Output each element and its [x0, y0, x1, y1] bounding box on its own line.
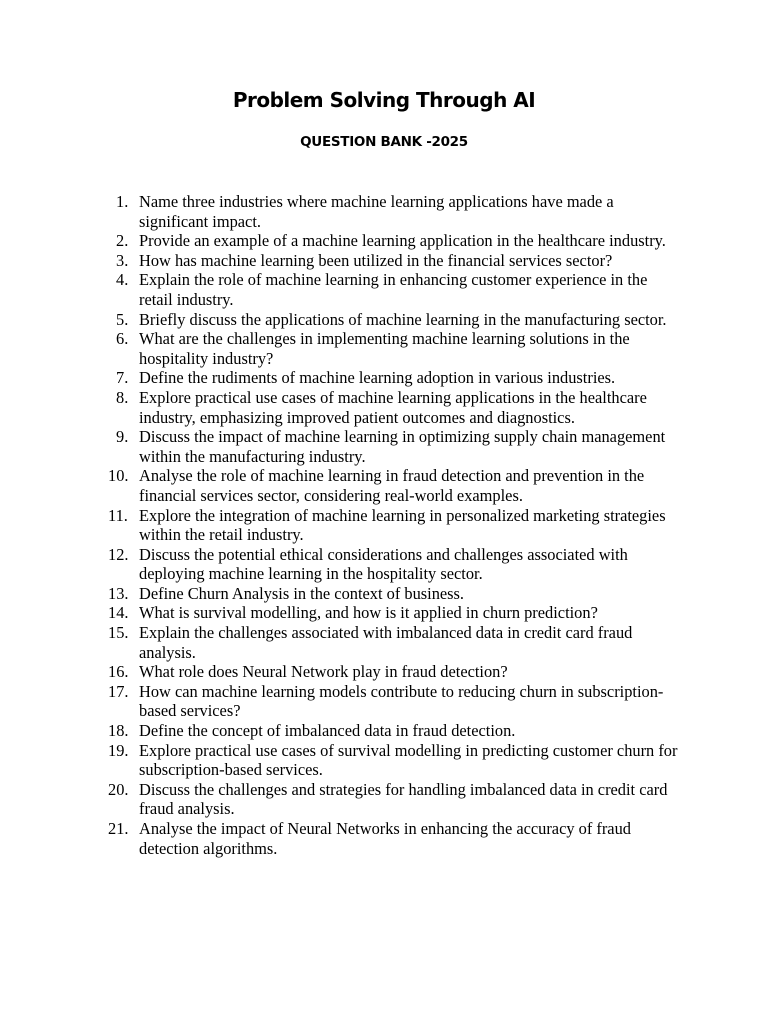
question-text: Discuss the challenges and strategies for handling imbalanced data in credit card fraud analysis. — [139, 779, 668, 819]
question-text: Explain the role of machine learning in enhancing customer experience in the retail industry. — [139, 270, 648, 309]
question-item — [108, 721, 678, 741]
question-text: Name three industries where machine learning applications have made a significant impact. — [139, 192, 614, 231]
question-text: Briefly discuss the applications of machine learning in the manufacturing sector. — [139, 309, 667, 329]
question-text: Explore practical use cases of survival modelling in predicting customer churn for subscription-based services. — [139, 740, 678, 780]
question-number: 11. — [108, 505, 128, 525]
question-item — [108, 603, 678, 623]
question-number: 8. — [116, 387, 129, 407]
question-item — [108, 270, 678, 309]
question-text: Analyse the role of machine learning in fraud detection and prevention in the financial services sector, considering real-world examples. — [139, 466, 645, 505]
question-text: Define the concept of imbalanced data in fraud detection. — [139, 721, 516, 741]
question-number: 15. — [108, 623, 129, 643]
question-number: 14. — [108, 603, 129, 623]
question-number: 6. — [116, 329, 129, 349]
question-text: How can machine learning models contribute to reducing churn in subscription-based services? — [139, 681, 664, 721]
question-item — [108, 741, 678, 780]
page-title: Problem Solving Through AI — [232, 88, 536, 112]
question-item — [108, 192, 678, 231]
question-item — [108, 682, 678, 721]
question-item — [108, 388, 678, 427]
question-item — [108, 506, 678, 545]
question-item — [108, 623, 678, 662]
question-text: Discuss the potential ethical considerations and challenges associated with deploying machine learning in the hospitality sector. — [139, 544, 628, 584]
question-number: 20. — [108, 779, 129, 799]
question-item — [108, 545, 678, 584]
question-number: 19. — [108, 740, 129, 760]
question-item — [108, 662, 678, 682]
question-text: What are the challenges in implementing machine learning solutions in the hospitality industry? — [139, 329, 630, 368]
question-number: 21. — [108, 819, 129, 838]
question-number: 10. — [108, 466, 129, 486]
question-number: 7. — [116, 368, 129, 388]
question-item — [108, 427, 678, 466]
question-number: 2. — [116, 231, 129, 251]
page-subtitle: QUESTION BANK -2025 — [300, 134, 468, 150]
question-number: 3. — [116, 250, 129, 270]
question-item — [108, 329, 678, 368]
question-number: 18. — [108, 721, 129, 741]
question-item — [108, 584, 678, 604]
question-number: 13. — [108, 583, 129, 603]
question-text: Provide an example of a machine learning application in the healthcare industry. — [139, 231, 666, 251]
question-text: Explain the challenges associated with imbalanced data in credit card fraud analysis. — [139, 623, 633, 662]
question-text: Discuss the impact of machine learning in optimizing supply chain management within the manufacturing industry. — [139, 427, 666, 466]
question-item — [108, 780, 678, 819]
question-item — [108, 310, 678, 330]
question-text: Explore the integration of machine learning in personalized marketing strategies within the retail industry. — [139, 505, 666, 545]
question-text: Explore practical use cases of machine learning applications in the healthcare industry, emphasizing improved patient outcomes and diagnostics. — [139, 387, 647, 427]
question-number: 16. — [108, 662, 129, 682]
question-list — [108, 192, 678, 858]
question-text: What role does Neural Network play in fraud detection? — [139, 662, 508, 682]
question-text: Analyse the impact of Neural Networks in enhancing the accuracy of fraud detection algorithms. — [139, 819, 631, 858]
question-item — [108, 819, 678, 858]
question-item — [108, 251, 678, 271]
question-item — [108, 231, 678, 251]
question-number: 12. — [108, 544, 129, 564]
question-number: 1. — [116, 192, 129, 211]
question-text: Define the rudiments of machine learning adoption in various industries. — [139, 368, 616, 388]
question-text: How has machine learning been utilized in the financial services sector? — [139, 250, 613, 270]
question-item — [108, 466, 678, 505]
question-number: 17. — [108, 681, 129, 701]
question-text: What is survival modelling, and how is it applied in churn prediction? — [139, 603, 598, 623]
question-number: 5. — [116, 309, 129, 329]
question-item — [108, 368, 678, 388]
question-text: Define Churn Analysis in the context of business. — [139, 583, 465, 603]
question-number: 9. — [116, 427, 129, 447]
question-number: 4. — [116, 270, 129, 290]
